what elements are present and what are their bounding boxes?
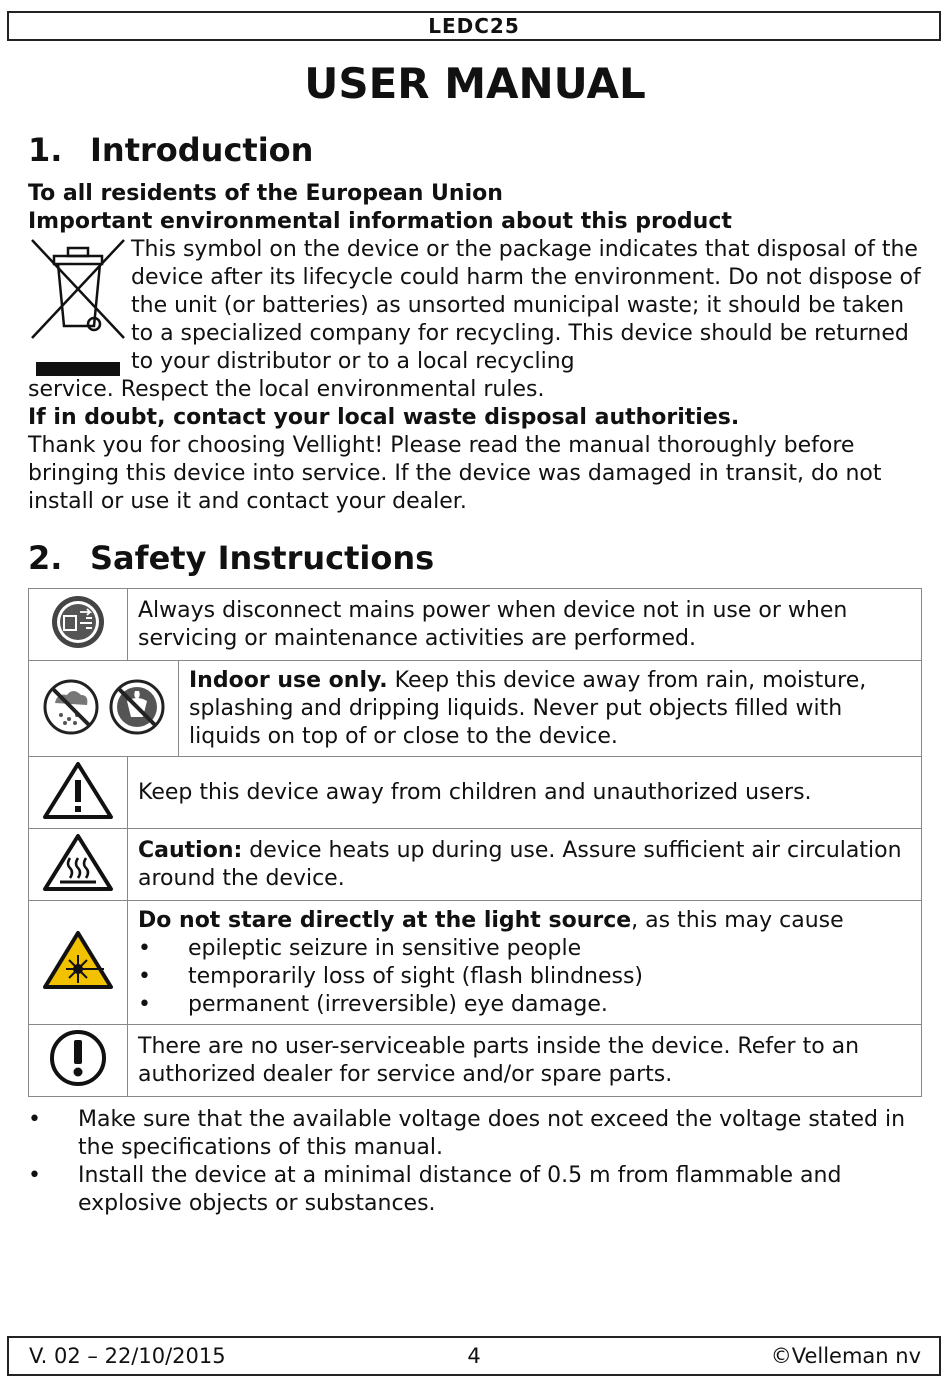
no-rain-icon xyxy=(39,673,169,739)
safety-text: There are no user-serviceable parts inside the device. Refer to an authorized dealer for service and/or spare parts. xyxy=(138,1033,860,1087)
safety-row xyxy=(29,589,922,661)
safety-text: Keep this device away from children and unauthorized users. xyxy=(138,779,812,805)
list-item-text: Install the device at a minimal distance of 0.5 m from flammable and explosive objects or substances. xyxy=(78,1163,842,1216)
section-heading-safety xyxy=(28,538,434,578)
safety-extra-list xyxy=(28,1106,928,1218)
safety-text: Always disconnect mains power when device not in use or when servicing or maintenance activities are performed. xyxy=(138,597,848,651)
copyright: ©Velleman nv xyxy=(770,1344,921,1368)
list-item-text: Make sure that the available voltage does not exceed the voltage stated in the specifications of this manual. xyxy=(78,1107,906,1160)
weee-paragraph-end: service. Respect the local environmental rules. xyxy=(28,377,545,402)
safety-icon-cell xyxy=(29,757,128,829)
hot-surface-icon xyxy=(42,832,114,892)
safety-icon-cell xyxy=(29,589,128,661)
safety-bold-text: Do not stare directly at the light source xyxy=(138,907,632,933)
safety-text: , as this may cause xyxy=(631,907,844,933)
safety-text-cell xyxy=(179,661,922,757)
safety-row xyxy=(29,901,922,1025)
warning-triangle-icon xyxy=(42,760,114,820)
weee-crossed-bin-icon xyxy=(28,238,128,378)
safety-text-cell xyxy=(128,829,922,901)
section-heading-introduction xyxy=(28,130,313,170)
disconnect-plug-icon xyxy=(50,594,106,650)
env-line: Important environmental information about this product xyxy=(28,209,732,234)
safety-row xyxy=(29,661,922,757)
safety-text-cell xyxy=(128,1025,922,1097)
bullet: • xyxy=(28,1163,41,1188)
section-number: 2. xyxy=(28,539,63,577)
safety-bold-text: Indoor use only. xyxy=(189,667,388,693)
list-item xyxy=(28,1162,928,1218)
thanks-paragraph: Thank you for choosing Vellight! Please read the manual thoroughly before bringing this device into service. If the device was damaged in transit, do not install or use it and contact your dealer. xyxy=(28,433,882,514)
list-item-text: temporarily loss of sight (flash blindness) xyxy=(188,963,644,989)
safety-icon-cell xyxy=(29,661,179,757)
safety-row xyxy=(29,757,922,829)
list-item-text: epileptic seizure in sensitive people xyxy=(188,935,582,961)
safety-row xyxy=(29,1025,922,1097)
laser-warning-icon xyxy=(42,929,114,991)
section-number: 1. xyxy=(28,131,63,169)
section-title: Introduction xyxy=(90,131,314,169)
safety-table xyxy=(28,588,922,1097)
weee-paragraph: This symbol on the device or the package indicates that disposal of the device after its lifecycle could harm the environment. Do not dispose of the unit (or batteries) as unsorted municipal waste; it should be taken to a specialized company for recycling. This device should be returned to your distributor or to a local recycling xyxy=(131,237,921,374)
page-footer xyxy=(7,1336,941,1376)
list-item xyxy=(138,935,913,963)
exclamation-circle-icon xyxy=(48,1028,108,1088)
doubt-line: If in doubt, contact your local waste disposal authorities. xyxy=(28,405,740,430)
list-item xyxy=(138,963,913,991)
document-title: USER MANUAL xyxy=(304,59,646,108)
list-item xyxy=(28,1106,928,1162)
eu-line: To all residents of the European Union xyxy=(28,181,503,206)
safety-text-cell xyxy=(128,589,922,661)
list-item xyxy=(138,991,913,1019)
safety-icon-cell xyxy=(29,1025,128,1097)
safety-icon-cell xyxy=(29,901,128,1025)
page-number: 4 xyxy=(467,1344,481,1368)
version-date: V. 02 – 22/10/2015 xyxy=(29,1344,226,1368)
bullet: • xyxy=(28,1107,41,1132)
safety-text: device heats up during use. Assure sufficient air circulation around the device. xyxy=(138,837,902,891)
bullet: • xyxy=(138,991,151,1017)
model-name: LEDC25 xyxy=(428,14,520,38)
bullet: • xyxy=(138,963,151,989)
safety-text-cell xyxy=(128,757,922,829)
safety-text: Keep this device away from rain, moisture, splashing and dripping liquids. Never put objects filled with liquids on top of or close to the device. xyxy=(189,667,867,749)
safety-row xyxy=(29,829,922,901)
bullet: • xyxy=(138,935,151,961)
safety-icon-cell xyxy=(29,829,128,901)
safety-bold-text: Caution: xyxy=(138,837,243,863)
safety-text-cell xyxy=(128,901,922,1025)
section-title: Safety Instructions xyxy=(90,539,435,577)
list-item-text: permanent (irreversible) eye damage. xyxy=(188,991,608,1017)
page-header xyxy=(7,11,941,41)
